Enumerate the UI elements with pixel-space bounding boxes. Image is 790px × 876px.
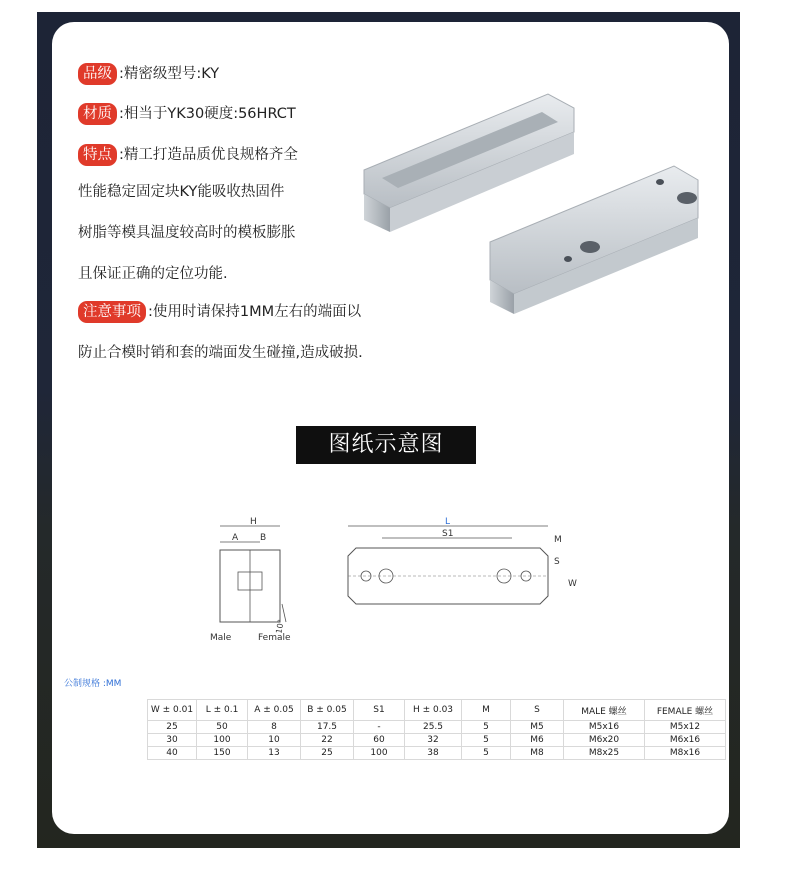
note-line-2: 防止合模时销和套的端面发生碰撞,造成破损. (78, 345, 363, 361)
cell: 100 (197, 734, 248, 747)
note-line (78, 300, 361, 324)
drawing-banner: 图纸示意图 (296, 426, 476, 464)
col-female-screw: FEMALE 螺丝 (645, 700, 726, 721)
col-W: W ± 0.01 (148, 700, 197, 721)
col-H: H ± 0.03 (405, 700, 462, 721)
cell: M6 (511, 734, 564, 747)
cell: 17.5 (301, 721, 354, 734)
label-female: Female (258, 633, 291, 642)
col-M: M (462, 700, 511, 721)
cell: 25 (148, 721, 197, 734)
product-image (352, 82, 702, 322)
cell: 40 (148, 747, 197, 760)
col-B: B ± 0.05 (301, 700, 354, 721)
col-L: L ± 0.1 (197, 700, 248, 721)
cell: 13 (248, 747, 301, 760)
note-tag: 注意事项 (78, 301, 146, 323)
col-S1: S1 (354, 700, 405, 721)
dim-B: B (260, 533, 267, 543)
cell: 5 (462, 747, 511, 760)
feature-grade (78, 62, 219, 86)
cell: 60 (354, 734, 405, 747)
grade-tag: 品级 (78, 63, 117, 85)
feature-line-3: 且保证正确的定位功能. (78, 266, 228, 282)
cell: 32 (405, 734, 462, 747)
cell: 150 (197, 747, 248, 760)
cell: M8 (511, 747, 564, 760)
end-view-drawing (202, 512, 312, 642)
cell: - (354, 721, 405, 734)
note-text: :使用时请保持1MM左右的端面以 (148, 304, 362, 320)
cell: 8 (248, 721, 301, 734)
cell: 38 (405, 747, 462, 760)
cell: 5 (462, 734, 511, 747)
table-row (148, 721, 726, 734)
cell: 5 (462, 721, 511, 734)
table-row (148, 734, 726, 747)
product-card (52, 22, 729, 834)
feature-characteristics (78, 143, 298, 167)
label-male: Male (210, 633, 232, 642)
dim-H: H (250, 517, 257, 527)
material-tag: 材质 (78, 103, 117, 125)
cell: M6x16 (645, 734, 726, 747)
feature-material (78, 102, 296, 126)
table-header-row (148, 700, 726, 721)
table-row (148, 747, 726, 760)
dim-M: M (554, 535, 562, 545)
col-A: A ± 0.05 (248, 700, 301, 721)
feature-line-1: 性能稳定固定块KY能吸收热固件 (78, 184, 285, 200)
col-S: S (511, 700, 564, 721)
cell: 100 (354, 747, 405, 760)
col-male-screw: MALE 螺丝 (564, 700, 645, 721)
cell: 30 (148, 734, 197, 747)
cell: M5x12 (645, 721, 726, 734)
feature-line-2: 树脂等模具温度较高时的模板膨胀 (78, 225, 296, 241)
characteristics-text: :精工打造品质优良规格齐全 (119, 147, 298, 163)
dim-A: A (232, 533, 239, 543)
cell: 25 (301, 747, 354, 760)
spec-table (147, 699, 726, 760)
cell: M6x20 (564, 734, 645, 747)
cell: M8x16 (645, 747, 726, 760)
cell: 25.5 (405, 721, 462, 734)
cell: 22 (301, 734, 354, 747)
side-view-drawing (342, 512, 592, 612)
dim-S1: S1 (442, 529, 454, 539)
cell: M8x25 (564, 747, 645, 760)
material-text: :相当于YK30硬度:56HRCT (119, 106, 296, 122)
cell: 50 (197, 721, 248, 734)
dim-L: L (445, 517, 451, 527)
cell: 10 (248, 734, 301, 747)
grade-text: :精密级型号:KY (119, 66, 220, 82)
dim-angle: 10° (274, 618, 286, 635)
dim-S: S (554, 557, 560, 567)
spec-label: 公制规格 :MM (64, 679, 122, 689)
cell: M5 (511, 721, 564, 734)
dim-W: W (568, 579, 577, 589)
characteristics-tag: 特点 (78, 144, 117, 166)
cell: M5x16 (564, 721, 645, 734)
